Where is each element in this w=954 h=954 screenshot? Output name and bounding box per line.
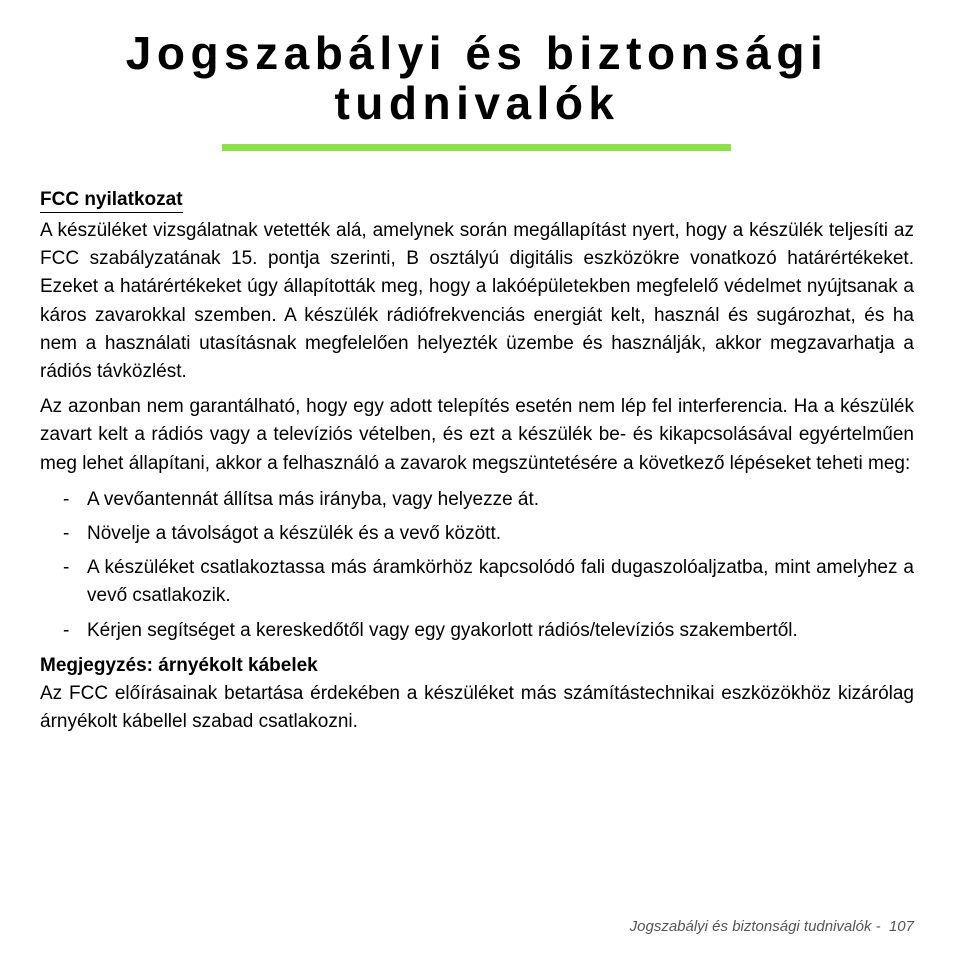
list-item (40, 617, 914, 645)
remedy-list (40, 486, 914, 645)
bullet-dash: - (63, 523, 70, 545)
page-title-line-2: tudnivalók (334, 77, 620, 129)
page-footer (630, 918, 914, 935)
list-item-text: A vevőantennát állítsa más irányba, vagy helyezze át. (87, 488, 540, 510)
list-item (40, 486, 914, 514)
page-title (40, 28, 914, 128)
title-accent-rule (222, 144, 731, 151)
section-heading-shielded-cables: Megjegyzés: árnyékolt kábelek (40, 654, 318, 676)
list-item (40, 554, 914, 610)
page-content (40, 186, 914, 742)
bullet-dash: - (63, 557, 70, 579)
paragraph: A készüléket vizsgálatnak vetették alá, amelynek során megállapítást nyert, hogy a készülék teljesíti az FCC szabályzatának 15. pontja szerinti, B osztályú digitális eszközökre vonatkozó határértékeket. Ezeket a határértékeket úgy állapították meg, hogy a lakóépületekben megfelelő védelmet nyújtsanak a káros zavarokkal szemben. A készülék rádiófrekvenciás energiát kelt, használ és sugározhat, és ha nem a használati utasításnak megfelelően helyezték üzembe és használják, akkor megzavarhatja a rádiós távközlést. (40, 220, 914, 383)
paragraph: Az azonban nem garantálható, hogy egy adott telepítés esetén nem lép fel interferencia. Ha a készülék zavart kelt a rádiós vagy a televíziós vételben, és ezt a készülék be- és kikapcsolásával egyértelműen meg lehet állapítani, akkor a felhasználó a zavarok megszüntetésére a következő lépéseket teheti meg: (40, 396, 914, 474)
paragraph: Az FCC előírásainak betartása érdekében a készüléket más számítástechnikai eszközökhöz kizárólag árnyékolt kábellel szabad csatlakozni. (40, 682, 914, 733)
list-item-text: A készüléket csatlakoztassa más áramkörhöz kapcsolódó fali dugaszolóaljzatba, mint amelyhez a vevő csatlakozik. (87, 557, 914, 607)
list-item (40, 520, 914, 548)
bullet-dash: - (63, 619, 70, 641)
page-title-line-1: Jogszabályi és biztonsági (125, 27, 829, 79)
list-item-text: Növelje a távolságot a készülék és a vevő között. (87, 523, 502, 545)
page-number: 107 (888, 918, 914, 935)
footer-section-title: Jogszabályi és biztonsági tudnivalók - (629, 918, 881, 935)
list-item-text: Kérjen segítséget a kereskedőtől vagy egy gyakorlott rádiós/televíziós szakembertől. (87, 619, 798, 641)
section-heading-fcc: FCC nyilatkozat (40, 188, 183, 213)
bullet-dash: - (63, 488, 70, 510)
